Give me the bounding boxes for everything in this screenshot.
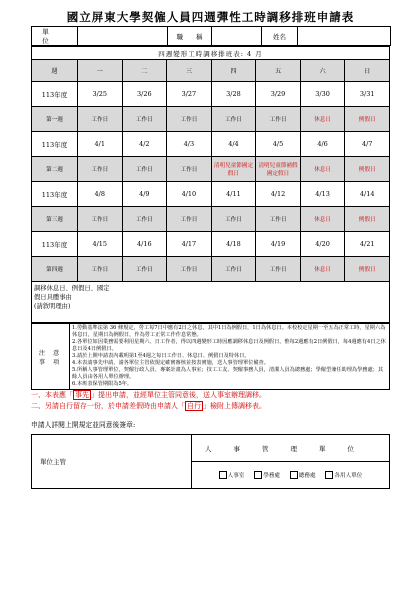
- unit-supervisor-sign[interactable]: 單位主管: [32, 435, 192, 489]
- applicant-info-table: [31, 26, 391, 46]
- application-form: [31, 8, 390, 489]
- date-cell: 3/30: [300, 82, 345, 107]
- form-title: 國立屏東大學契僱人員四週彈性工時調移排班申請表: [66, 10, 355, 24]
- day-type-cell[interactable]: 工作日: [211, 257, 256, 282]
- reason-label-line: 假日具體事由: [34, 294, 72, 301]
- date-cell: 4/19: [256, 232, 301, 257]
- hr-unit-options: [192, 462, 390, 489]
- day-type-cell[interactable]: 休息日: [300, 207, 345, 232]
- day-type-cell[interactable]: 清明兒童節補假國定假日: [256, 157, 301, 182]
- day-type-cell[interactable]: 例假日: [345, 257, 390, 282]
- day-type-cell[interactable]: 工作日: [122, 257, 167, 282]
- day-type-cell[interactable]: 工作日: [211, 107, 256, 132]
- date-cell: 4/5: [256, 132, 301, 157]
- date-cell: 4/18: [211, 232, 256, 257]
- date-cell: 4/11: [211, 182, 256, 207]
- option-label: 總務處: [298, 472, 316, 479]
- note-item: 4.本表請事先申請，請各單位主管依規定確實審核並按表實施，送人事管理單位備查。: [72, 360, 269, 366]
- date-row: [32, 182, 390, 207]
- week-label: 第三週: [32, 207, 78, 232]
- footer-rule-1: [31, 390, 390, 401]
- day-type-cell[interactable]: 清明兒童節國定假日: [211, 157, 256, 182]
- day-type-cell[interactable]: 工作日: [167, 157, 212, 182]
- day-type-row: [32, 157, 390, 182]
- title-label: 職 稱: [168, 27, 212, 46]
- notes-table: [31, 323, 390, 390]
- checkbox-icon: [290, 471, 298, 479]
- footer-text: 一、本表應「: [31, 391, 73, 399]
- day-type-cell[interactable]: 例假日: [345, 207, 390, 232]
- date-row: [32, 82, 390, 107]
- date-cell: 3/25: [78, 82, 123, 107]
- hr-unit-label: 人事管理單位: [192, 435, 390, 462]
- day-type-cell[interactable]: 工作日: [167, 257, 212, 282]
- day-type-cell[interactable]: 工作日: [256, 107, 301, 132]
- name-label: 姓名: [262, 27, 298, 46]
- checkbox-icon: [254, 471, 262, 479]
- date-row: [32, 132, 390, 157]
- title-field[interactable]: [212, 27, 262, 46]
- signature-caption: 申請人詳閱上開規定並同意後簽章:: [31, 421, 136, 429]
- day-type-cell[interactable]: 工作日: [122, 107, 167, 132]
- date-row: [32, 232, 390, 257]
- note-item: 6.本班表保管期限為5年。: [72, 381, 133, 387]
- month-caption: 四週變形工時調移排班表: 4 月: [32, 47, 390, 60]
- day-type-cell[interactable]: 工作日: [122, 207, 167, 232]
- date-cell: 3/31: [345, 82, 390, 107]
- date-cell: 4/9: [122, 182, 167, 207]
- footer-text: 二、另請自行留存一份，於申請差假時由申請人「: [31, 402, 185, 410]
- header-cell: 四: [211, 60, 256, 82]
- option-student-affairs[interactable]: [254, 473, 280, 479]
- reason-label-line: (請敘明理由): [34, 303, 71, 310]
- footer-text: 」提出申請，並經單位主管同意後，送人事室辦理調移。: [91, 391, 266, 399]
- date-cell: 4/6: [300, 132, 345, 157]
- option-hr-office[interactable]: [219, 473, 245, 479]
- date-cell: 4/17: [167, 232, 212, 257]
- date-cell: 4/1: [78, 132, 123, 157]
- date-cell: 3/29: [256, 82, 301, 107]
- header-cell: 一: [78, 60, 123, 82]
- notes-list: [70, 324, 390, 390]
- date-cell: 4/12: [256, 182, 301, 207]
- day-type-cell[interactable]: 工作日: [78, 107, 123, 132]
- date-cell: 4/13: [300, 182, 345, 207]
- footer-rule-2: [31, 401, 390, 412]
- schedule-table: [31, 46, 390, 323]
- header-cell: 三: [167, 60, 212, 82]
- day-type-row: [32, 107, 390, 132]
- highlight-text: 事先: [75, 391, 89, 399]
- date-cell: 4/15: [78, 232, 123, 257]
- week-label: 第四週: [32, 257, 78, 282]
- signature-table: [31, 434, 390, 489]
- header-cell: 二: [122, 60, 167, 82]
- date-cell: 4/14: [345, 182, 390, 207]
- year-cell: 113年度: [32, 132, 78, 157]
- header-cell: 六: [300, 60, 345, 82]
- day-type-cell[interactable]: 工作日: [211, 207, 256, 232]
- checkbox-icon: [219, 471, 227, 479]
- date-cell: 4/10: [167, 182, 212, 207]
- checkbox-icon: [325, 471, 333, 479]
- day-type-row: [32, 207, 390, 232]
- day-type-cell[interactable]: 休息日: [300, 157, 345, 182]
- unit-label: 單 位: [32, 27, 78, 46]
- day-type-cell[interactable]: 工作日: [78, 157, 123, 182]
- footer-text: 」檢附上傳調移表。: [203, 402, 266, 410]
- day-type-cell[interactable]: 工作日: [78, 257, 123, 282]
- day-type-row: [32, 257, 390, 282]
- option-label: 人事室: [227, 472, 245, 479]
- date-cell: 4/4: [211, 132, 256, 157]
- header-cell: 週: [32, 60, 78, 82]
- option-label: 學務處: [263, 472, 281, 479]
- date-cell: 3/27: [167, 82, 212, 107]
- day-type-cell[interactable]: 工作日: [167, 207, 212, 232]
- notes-label: 注 意 事 項: [32, 324, 70, 390]
- year-cell: 113年度: [32, 82, 78, 107]
- note-item: 2.各單位如因業務需要利用星期六、日工作者，得以四週變形工時因應調移休息日及例假日，惟每2週應有2日例假日，每4週應有4日之休息日及4日例假日。: [72, 339, 386, 352]
- option-general-affairs[interactable]: [290, 473, 316, 479]
- day-type-cell[interactable]: 工作日: [256, 257, 301, 282]
- note-item: 5.所稱人事管理單位，契僱行政人員、專案計畫為人事室；技工工友、契僱事務人員，清潔人員為總務處；學僱型兼任助理為學務處；其餘人員由各用人單位辦理。: [72, 367, 384, 380]
- option-label: 各用人單位: [334, 472, 363, 479]
- date-cell: 4/2: [122, 132, 167, 157]
- header-cell: 日: [345, 60, 390, 82]
- header-cell: 五: [256, 60, 301, 82]
- reason-field[interactable]: [32, 282, 390, 323]
- date-cell: 4/7: [345, 132, 390, 157]
- day-type-cell[interactable]: 工作日: [167, 107, 212, 132]
- date-cell: 3/28: [211, 82, 256, 107]
- week-label: 第一週: [32, 107, 78, 132]
- day-type-cell[interactable]: 工作日: [122, 157, 167, 182]
- date-cell: 4/16: [122, 232, 167, 257]
- day-type-cell[interactable]: 休息日: [300, 257, 345, 282]
- highlight-text: 自行: [187, 402, 201, 410]
- year-cell: 113年度: [32, 232, 78, 257]
- note-item: 1.勞動基準法第 36 條規定，勞工每7日中應有2日之休息，其中1日為例假日，1日為休息日。本校校定星期一至五為正常工時，星期六為休息日，星期日為例假日，作為勞工正常工作作息常態。: [72, 325, 386, 338]
- reason-label-line: 調移休息日、例假日、國定: [34, 285, 110, 292]
- year-cell: 113年度: [32, 182, 78, 207]
- day-type-cell[interactable]: 工作日: [78, 207, 123, 232]
- date-cell: 4/8: [78, 182, 123, 207]
- day-type-cell[interactable]: 例假日: [345, 107, 390, 132]
- day-type-cell[interactable]: 休息日: [300, 107, 345, 132]
- date-cell: 3/26: [122, 82, 167, 107]
- weekday-header-row: [32, 60, 390, 82]
- option-employing-unit[interactable]: [325, 473, 362, 479]
- week-label: 第二週: [32, 157, 78, 182]
- day-type-cell[interactable]: 工作日: [256, 207, 301, 232]
- date-cell: 4/3: [167, 132, 212, 157]
- day-type-cell[interactable]: 例假日: [345, 157, 390, 182]
- date-cell: 4/20: [300, 232, 345, 257]
- name-field[interactable]: [298, 27, 391, 46]
- date-cell: 4/21: [345, 232, 390, 257]
- note-item: 3.請於上開申請表內載明第1至4週之每日工作日、休息日、例假日及特休日。: [72, 353, 250, 359]
